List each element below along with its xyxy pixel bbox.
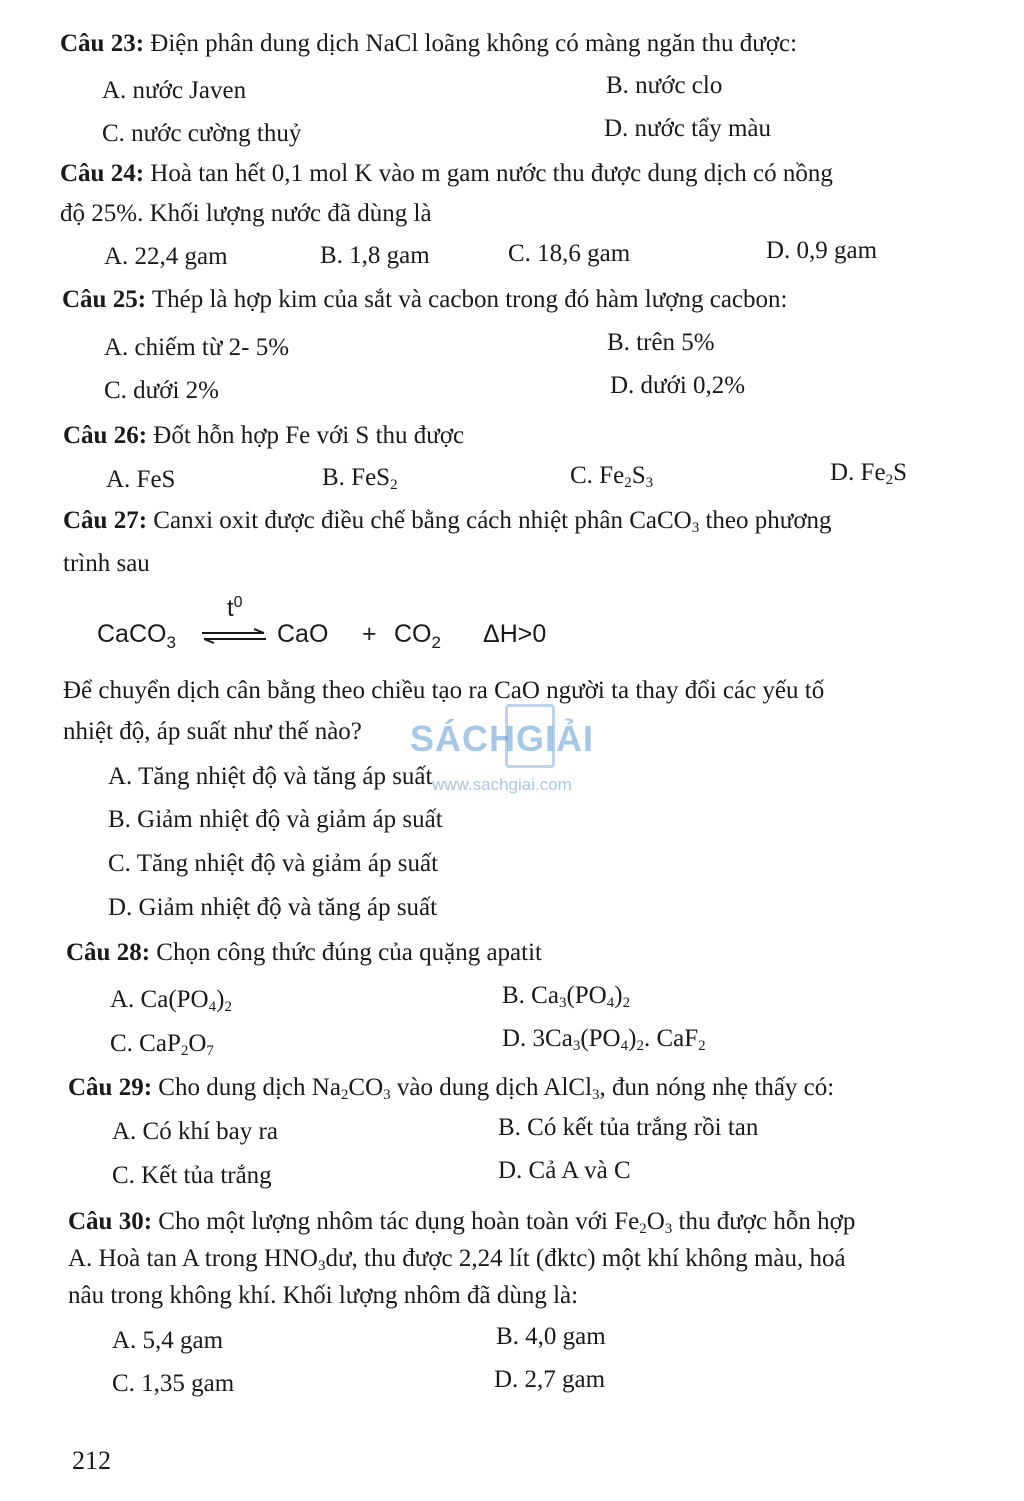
q25-text: Thép là hợp kim của sắt và cacbon trong đó hàm lượng cacbon: <box>146 286 788 313</box>
q28-a-sub1: 4 <box>208 999 217 1015</box>
q24-stem-line2: độ 25%. Khối lượng nước đã dùng là <box>60 200 432 227</box>
q28-c-part2: O <box>188 1030 207 1057</box>
q30-stem-line2 <box>68 1243 846 1275</box>
q27-stem-line3: Để chuyển dịch cân bằng theo chiều tạo ra CaO người ta thay đổi các yếu tố <box>63 677 825 704</box>
q28-d-sub2: 4 <box>620 1038 629 1054</box>
q26-option-c-mid: S <box>631 462 646 489</box>
q28-a-part2: ) <box>216 986 225 1013</box>
q28-option-d <box>502 1023 706 1055</box>
eq-product2 <box>394 620 441 652</box>
q30-s1: 2 <box>639 1221 647 1237</box>
q27-text1b: theo phương <box>699 507 832 534</box>
q28-b-sub1: 3 <box>558 995 567 1011</box>
q28-b-sub2: 4 <box>606 995 615 1011</box>
q29-stem <box>68 1072 834 1104</box>
q28-a-sub2: 2 <box>224 999 232 1015</box>
q30-stem-line1 <box>68 1206 855 1238</box>
eq-reactant <box>97 620 176 652</box>
q26-label: Câu 26: <box>63 422 148 449</box>
q29-option-d: D. Cả A và C <box>498 1157 631 1184</box>
q28-b-part3: ) <box>614 982 623 1009</box>
q30-option-c: C. 1,35 gam <box>112 1370 235 1397</box>
q28-c-sub1: 2 <box>180 1043 189 1059</box>
eq-plus: + <box>362 620 377 648</box>
q25-option-d: D. dưới 0,2% <box>610 372 746 399</box>
q26-option-c-text: C. Fe <box>570 462 625 489</box>
q26-option-b-sub: 2 <box>390 477 398 493</box>
q30-s2: 3 <box>664 1221 673 1237</box>
equilibrium-arrow-icon <box>200 628 268 644</box>
eq-enthalpy: ΔH>0 <box>483 620 547 648</box>
q28-d-part4: . CaF <box>643 1025 699 1052</box>
q26-text: Đốt hỗn hợp Fe với S thu được <box>147 422 465 449</box>
q29-label: Câu 29: <box>68 1074 153 1101</box>
q24-stem-line1 <box>60 158 833 190</box>
q23-option-c: C. nước cường thuỷ <box>102 120 302 147</box>
q23-label: Câu 23: <box>60 30 145 57</box>
q27-stem-line4: nhiệt độ, áp suất như thế nào? <box>63 718 362 745</box>
eq-condition <box>227 594 243 623</box>
q29-t2: CO <box>348 1074 384 1101</box>
q28-option-b <box>502 980 630 1012</box>
q28-option-a <box>110 984 232 1016</box>
q28-option-c <box>110 1028 214 1060</box>
eq-product2-text: CO <box>394 620 432 648</box>
q28-stem <box>66 937 542 969</box>
q28-d-part1: D. 3Ca <box>502 1025 573 1052</box>
q27-stem-line2: trình sau <box>63 550 150 577</box>
q30-t3: thu được hỗn hợp <box>672 1208 856 1235</box>
q27-stem-line1 <box>63 505 832 537</box>
q24-option-d: D. 0,9 gam <box>766 237 878 264</box>
q27-label: Câu 27: <box>63 507 148 534</box>
q28-a-part1: A. Ca(PO <box>110 986 209 1013</box>
watermark-url: www.sachgiai.com <box>432 775 572 794</box>
eq-condition-t: t <box>227 595 234 622</box>
q28-d-part2: (PO <box>580 1025 621 1052</box>
q24-option-a: A. 22,4 gam <box>104 243 228 270</box>
q30-option-a: A. 5,4 gam <box>112 1327 224 1354</box>
q26-option-b <box>322 462 398 494</box>
eq-product2-sub: 2 <box>431 633 441 652</box>
eq-reactant-text: CaCO <box>97 620 167 648</box>
q23-option-d: D. nước tẩy màu <box>604 115 772 142</box>
q30-t2: O <box>646 1208 665 1235</box>
q28-d-sub1: 3 <box>572 1038 581 1054</box>
watermark-brand: SÁCHGIẢI <box>410 718 595 759</box>
q29-option-a: A. Có khí bay ra <box>112 1118 278 1145</box>
watermark <box>410 700 620 800</box>
reaction-equation <box>97 594 597 658</box>
q27-text1-sub: 3 <box>691 520 700 536</box>
q29-s3: 3 <box>592 1087 600 1103</box>
q27-option-a: A. Tăng nhiệt độ và tăng áp suất <box>108 763 433 790</box>
q29-t3: vào dung dịch AlCl <box>390 1074 593 1101</box>
q28-d-sub4: 2 <box>698 1038 706 1054</box>
q28-d-sub3: 2 <box>636 1038 644 1054</box>
q25-option-c: C. dưới 2% <box>104 377 219 404</box>
q26-option-d-sub: 2 <box>885 472 894 488</box>
q26-option-d-mid: S <box>893 459 907 486</box>
q28-text: Chọn công thức đúng của quặng apatit <box>150 939 542 966</box>
q27-text1a: Canxi oxit được điều chế bằng cách nhiệt phân CaCO <box>147 507 692 534</box>
q28-label: Câu 28: <box>66 939 151 966</box>
q30-t1: Cho một lượng nhôm tác dụng hoàn toàn với Fe <box>152 1208 640 1235</box>
q29-t4: , đun nóng nhẹ thấy có: <box>599 1074 835 1101</box>
q25-stem <box>62 284 787 316</box>
q27-option-d: D. Giảm nhiệt độ và tăng áp suất <box>108 894 438 921</box>
q30-l2b: dư, thu được 2,24 lít (đktc) một khí không màu, hoá <box>325 1245 846 1272</box>
q30-l2sub: 3 <box>317 1258 326 1274</box>
q23-option-a: A. nước Javen <box>102 77 247 104</box>
q24-label: Câu 24: <box>60 160 145 187</box>
q25-option-a: A. chiếm từ 2- 5% <box>104 334 290 361</box>
q28-c-part1: C. CaP <box>110 1030 181 1057</box>
q25-label: Câu 25: <box>62 286 147 313</box>
q23-stem <box>60 28 797 60</box>
q30-stem-line3: nâu trong không khí. Khối lượng nhôm đã dùng là: <box>68 1282 579 1309</box>
q29-option-b: B. Có kết tủa trắng rồi tan <box>498 1114 759 1141</box>
page-number: 212 <box>72 1446 111 1475</box>
q29-s1: 2 <box>340 1087 349 1103</box>
q26-option-a: A. FeS <box>106 466 176 493</box>
q28-d-part3: ) <box>628 1025 637 1052</box>
q26-option-c <box>570 460 653 492</box>
q26-option-d-text: D. Fe <box>830 459 886 486</box>
q29-option-c: C. Kết tủa trắng <box>112 1162 272 1189</box>
q30-label: Câu 30: <box>68 1208 153 1235</box>
q23-text: Điện phân dung dịch NaCl loãng không có màng ngăn thu được: <box>144 30 798 57</box>
q30-option-d: D. 2,7 gam <box>494 1366 606 1393</box>
q27-option-c: C. Tăng nhiệt độ và giảm áp suất <box>108 850 439 877</box>
q24-option-b: B. 1,8 gam <box>320 242 430 269</box>
q25-option-b: B. trên 5% <box>607 329 715 356</box>
q30-l2a: A. Hoà tan A trong HNO <box>68 1245 318 1272</box>
q23-option-b: B. nước clo <box>606 72 723 99</box>
q28-b-sub3: 2 <box>622 995 631 1011</box>
q26-stem <box>63 420 464 452</box>
q28-c-sub2: 7 <box>206 1043 214 1059</box>
eq-reactant-sub: 3 <box>166 633 176 652</box>
q30-option-b: B. 4,0 gam <box>496 1323 606 1350</box>
q26-option-c-sub2: 3 <box>645 475 654 491</box>
q27-option-b: B. Giảm nhiệt độ và giảm áp suất <box>108 806 443 833</box>
q28-b-part2: (PO <box>566 982 607 1009</box>
q28-b-part1: B. Ca <box>502 982 559 1009</box>
q26-option-c-sub1: 2 <box>624 475 632 491</box>
q26-option-b-text: B. FeS <box>322 464 391 491</box>
q24-option-c: C. 18,6 gam <box>508 240 631 267</box>
eq-condition-sup: 0 <box>233 594 243 611</box>
q24-text1: Hoà tan hết 0,1 mol K vào m gam nước thu được dung dịch có nồng <box>144 160 833 187</box>
eq-product1: CaO <box>277 620 329 648</box>
q26-option-d <box>830 457 907 489</box>
q29-t1: Cho dung dịch Na <box>152 1074 341 1101</box>
q29-s2: 3 <box>383 1087 391 1103</box>
